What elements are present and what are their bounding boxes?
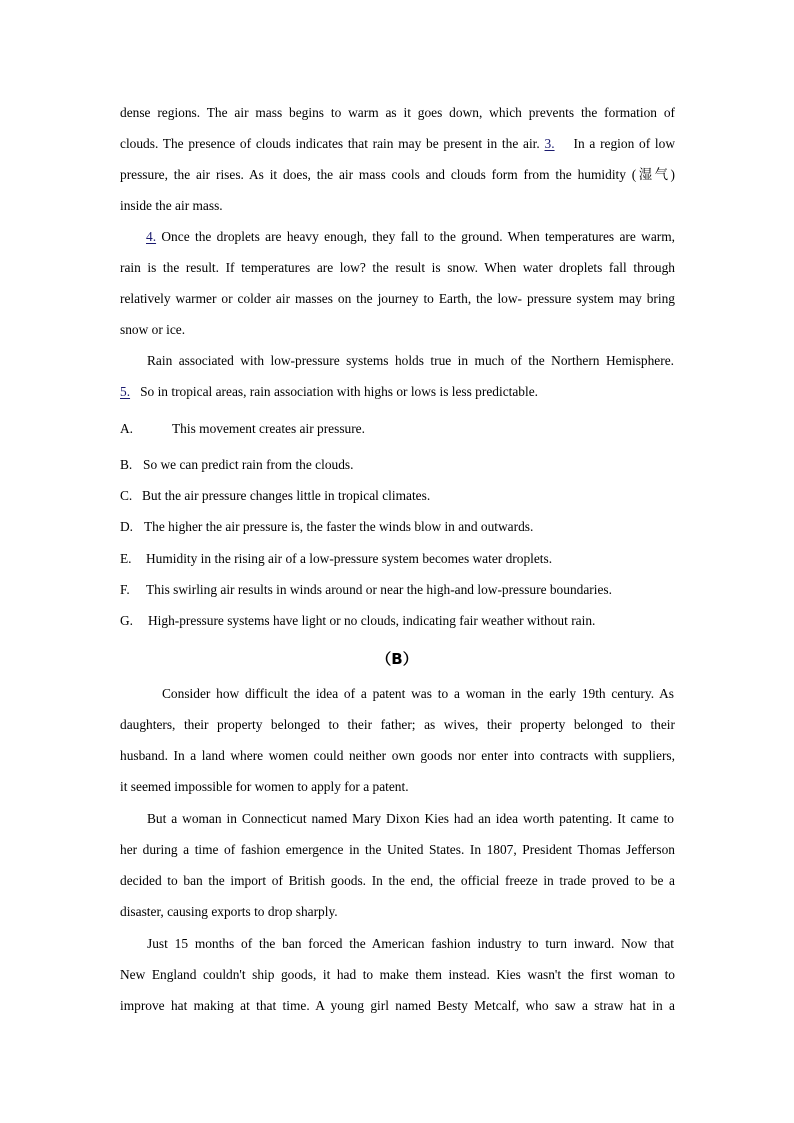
section-b-para3-line2: New England couldn't ship goods, it had to make them instead. Kies wasn't the first woman to — [120, 967, 675, 982]
option-text: Humidity in the rising air of a low-pressure system becomes water droplets. — [146, 551, 553, 566]
option-letter: D. — [120, 519, 134, 534]
option-letter: G. — [120, 613, 134, 628]
passage-a-para2-line4: snow or ice. — [120, 322, 186, 337]
section-b-para2-line2: her during a time of fashion emergence in the United States. In 1807, President Thomas Jefferson — [120, 842, 675, 857]
option-letter: C. — [120, 488, 133, 503]
option-b — [120, 455, 675, 475]
section-b-para2-line1: But a woman in Connecticut named Mary Dixon Kies had an idea worth patenting. It came to — [147, 811, 674, 826]
section-b-para3-line3: improve hat making at that time. A young girl named Besty Metcalf, who saw a straw hat in a — [120, 998, 675, 1013]
option-text: The higher the air pressure is, the faster the winds blow in and outwards. — [144, 519, 534, 534]
passage-a-para1-line4: inside the air mass. — [120, 198, 223, 213]
option-text: High-pressure systems have light or no clouds, indicating fair weather without rain. — [148, 613, 596, 628]
section-b-para1-line1: Consider how difficult the idea of a patent was to a woman in the early 19th century. As — [162, 686, 674, 701]
passage-a-para2-line2: rain is the result. If temperatures are low? the result is snow. When water droplets fall through — [120, 260, 675, 275]
passage-a-para2-line3: relatively warmer or colder air masses on the journey to Earth, the low- pressure system may bring — [120, 291, 675, 306]
option-a — [120, 419, 675, 439]
section-b-para2-line4: disaster, causing exports to drop sharply. — [120, 904, 338, 919]
option-letter: E. — [120, 551, 132, 566]
line-text: Once the droplets are heavy enough, they fall to the ground. When temperatures are warm, — [161, 229, 675, 244]
option-text: This swirling air results in winds around or near the high-and low-pressure boundaries. — [146, 582, 612, 597]
option-d — [120, 517, 675, 537]
blank-3[interactable]: 3. — [544, 136, 555, 151]
blank-5[interactable]: 5. — [120, 384, 131, 399]
option-letter: B. — [120, 457, 133, 472]
section-b-para1-line2: daughters, their property belonged to their father; as wives, their property belonged to their — [120, 717, 675, 732]
passage-a-para2-line1 — [146, 227, 675, 247]
blank-4[interactable]: 4. — [146, 229, 157, 244]
option-c — [120, 486, 675, 506]
passage-a-para1-line2 — [120, 134, 675, 154]
section-b-para3-line1: Just 15 months of the ban forced the American fashion industry to turn inward. Now that — [147, 936, 674, 951]
line-text: So in tropical areas, rain association with highs or lows is less predictable. — [140, 384, 539, 399]
option-e — [120, 549, 675, 569]
line-text: In a region of low — [573, 136, 676, 151]
section-b-para1-line3: husband. In a land where women could neither own goods nor enter into contracts with suppliers, — [120, 748, 675, 763]
option-letter: A. — [120, 421, 134, 436]
passage-a-para3-line2 — [120, 382, 675, 402]
option-text: This movement creates air pressure. — [172, 421, 365, 436]
section-b-heading: （B） — [376, 650, 418, 668]
section-b-para1-line4: it seemed impossible for women to apply for a patent. — [120, 779, 409, 794]
option-letter: F. — [120, 582, 130, 597]
option-g — [120, 611, 675, 631]
option-f — [120, 580, 675, 600]
line-text: clouds. The presence of clouds indicates that rain may be present in the air. — [120, 136, 540, 151]
option-text: But the air pressure changes little in tropical climates. — [142, 488, 431, 503]
passage-a-para3-line1: Rain associated with low-pressure systems holds true in much of the Northern Hemisphere. — [147, 353, 674, 368]
option-text: So we can predict rain from the clouds. — [143, 457, 354, 472]
section-b-para2-line3: decided to ban the import of British goods. In the end, the official freeze in trade proved to be a — [120, 873, 675, 888]
passage-a-para1-line3: pressure, the air rises. As it does, the air mass cools and clouds form from the humidity (湿气) — [120, 167, 675, 182]
passage-a-para1-line1: dense regions. The air mass begins to warm as it goes down, which prevents the formation of — [120, 105, 675, 120]
